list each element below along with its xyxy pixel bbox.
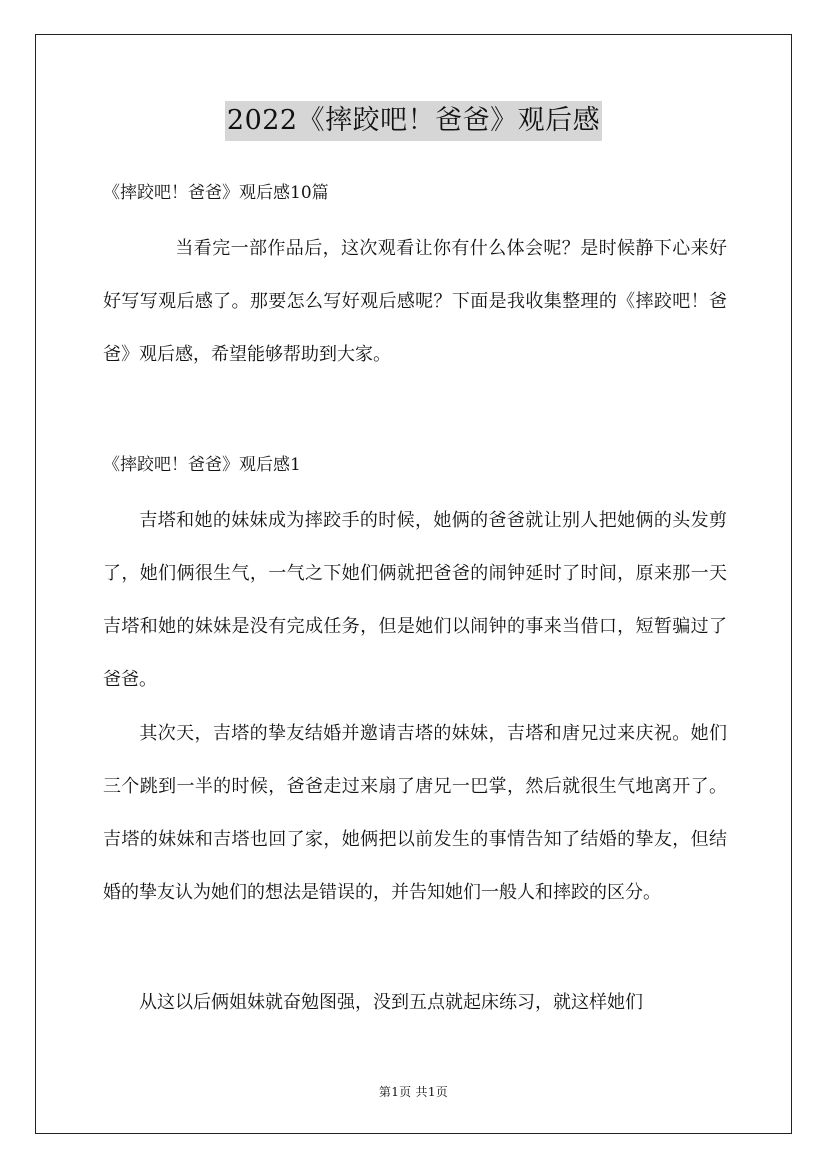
document-title: 2022《摔跤吧！爸爸》观后感 [225, 101, 602, 141]
section-heading: 《摔跤吧！爸爸》观后感1 [103, 455, 301, 475]
body-paragraph [103, 976, 727, 1029]
paragraph-text: 吉塔和她的妹妹成为摔跤手的时候，她俩的爸爸就让别人把她俩的头发剪了，她们俩很生气，一气之下她们俩就把爸爸的闹钟延时了时间，原来那一天吉塔和她的妹妹是没有完成任务，但是她们以闹钟的事来当借口，短暂骗过了爸爸。 [103, 510, 727, 690]
document-subtitle: 《摔跤吧！爸爸》观后感10篇 [103, 183, 329, 203]
title-container [0, 101, 827, 141]
paragraph-text: 从这以后俩姐妹就奋勉图强，没到五点就起床练习，就这样她们 [139, 992, 643, 1013]
intro-text: 当看完一部作品后，这次观看让你有什么体会呢？是时候静下心来好好写写观后感了。那要怎么写好观后感呢？下面是我收集整理的《摔跤吧！爸爸》观后感，希望能够帮助到大家。 [103, 238, 727, 365]
body-paragraph [103, 494, 727, 706]
intro-paragraph [103, 222, 727, 381]
paragraph-text: 其次天，吉塔的挚友结婚并邀请吉塔的妹妹，吉塔和唐兄过来庆祝。她们三个跳到一半的时候，爸爸走过来扇了唐兄一巴掌，然后就很生气地离开了。吉塔的妹妹和吉塔也回了家，她俩把以前发生的事情告知了结婚的挚友，但结婚的挚友认为她们的想法是错误的，并告知她们一般人和摔跤的区分。 [103, 723, 727, 903]
page-footer: 第1页 共1页 [378, 1085, 449, 1099]
body-paragraph [103, 707, 727, 919]
